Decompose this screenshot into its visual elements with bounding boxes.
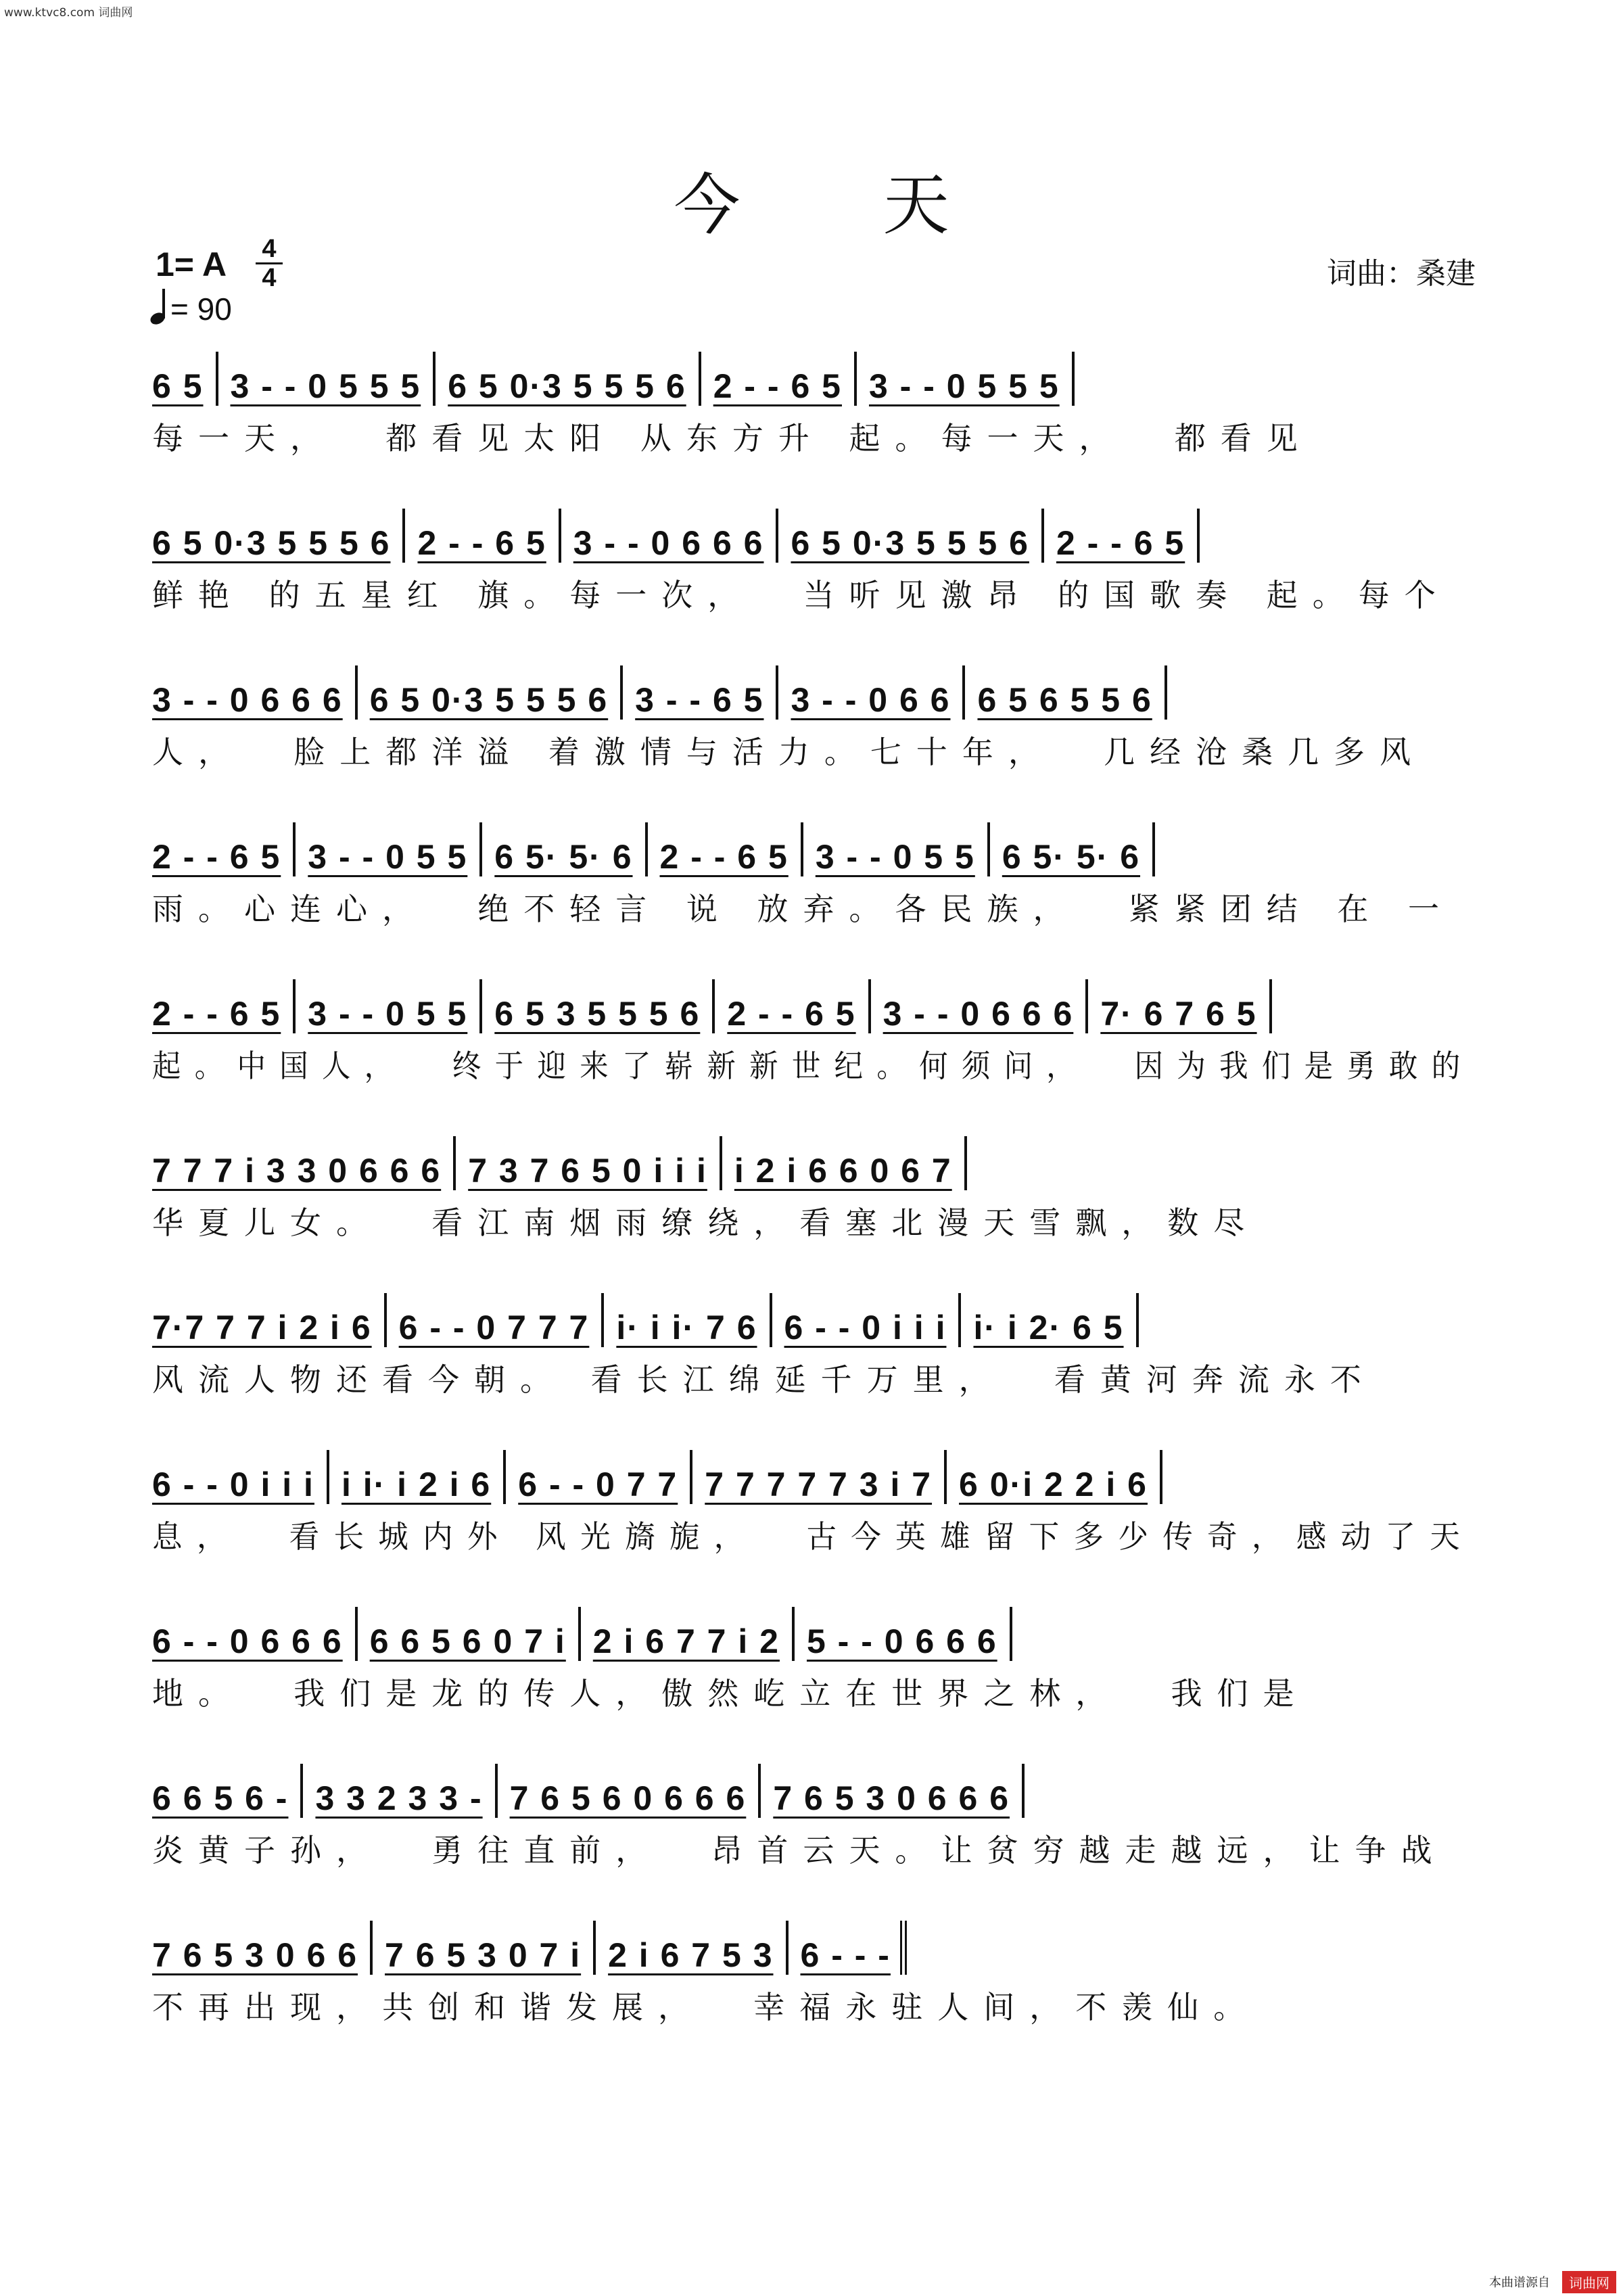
measure (308, 822, 482, 876)
score-system (152, 1293, 1474, 1400)
measure (152, 1293, 387, 1347)
measure-notes: 3 - - 0 6 6 6 (152, 681, 343, 719)
measure-notes: 6 - - 0 i i i (784, 1309, 947, 1346)
measure-notes: 3 - - 6 5 (635, 681, 764, 719)
credit: 词曲：桑建 (1327, 256, 1476, 291)
time-signature-top: 4 (262, 235, 277, 263)
score-system (152, 1607, 1474, 1714)
measure-notes: 6 - - 0 7 7 7 (398, 1309, 590, 1346)
measure-notes: 6 - - 0 6 6 6 (152, 1622, 343, 1660)
measure (370, 1607, 581, 1661)
lyrics-line: 人， 脸上都洋溢 着激情与活力。七十年， 几经沧桑几多风 (152, 734, 1426, 770)
measure (734, 1136, 967, 1190)
quarter-note-icon (150, 291, 170, 325)
notation-line (152, 1921, 1474, 1975)
measure (608, 1921, 788, 1975)
measure-notes: i i· i 2 i 6 (341, 1466, 492, 1503)
measure (152, 1607, 358, 1661)
measure-notes: i· i i· 7 6 (616, 1309, 757, 1346)
measure-notes: 6 5 0·3 5 5 5 6 (369, 681, 609, 719)
measure (791, 509, 1043, 563)
measure (342, 1450, 506, 1504)
measure (705, 1450, 947, 1504)
score-system (152, 1136, 1474, 1243)
notation-line (152, 822, 1474, 876)
notation-line (152, 1450, 1474, 1504)
site-url: www.ktvc8.com 词曲网 (4, 6, 133, 20)
notation-line (152, 1136, 1474, 1190)
measure (152, 665, 358, 720)
measure (1002, 822, 1155, 876)
lyrics-line: 风流人物还看今朝。 看长江绵延千万里， 看黄河奔流永不 (152, 1361, 1376, 1398)
measure-notes: 2 - - 6 5 (713, 367, 842, 405)
song-title: 今 天 (674, 167, 1010, 244)
measure (1056, 509, 1200, 563)
measure-notes: 6 - - 0 i i i (152, 1466, 314, 1503)
score-system (152, 979, 1474, 1086)
lyrics-line: 地。 我们是龙的传人，傲然屹立在世界之林， 我们是 (152, 1675, 1309, 1712)
notation-line (152, 1607, 1474, 1661)
measure-notes: 7 6 5 6 0 6 6 6 (509, 1779, 747, 1817)
measure-notes: 6 5 3 5 5 5 6 (494, 995, 701, 1033)
measure-notes: 6 5 0·3 5 5 5 6 (152, 524, 391, 562)
measure (370, 665, 623, 720)
measure (973, 1293, 1138, 1347)
key-signature: 1= A (156, 245, 227, 283)
measure (385, 1921, 596, 1975)
measure-notes: 7 3 7 6 5 0 i i i (468, 1152, 707, 1190)
measure-notes: 6 5 6 5 5 6 (977, 681, 1152, 719)
measure (616, 1293, 772, 1347)
measure (977, 665, 1167, 720)
score-system (152, 352, 1474, 459)
measure (518, 1450, 692, 1504)
measure-notes: 6 0·i 2 2 i 6 (959, 1466, 1148, 1503)
lyrics-line: 鲜艳 的五星红 旗。每一次， 当听见激昂 的国歌奏 起。每个 (152, 577, 1451, 613)
notation-line (152, 979, 1474, 1033)
measure-notes: 7 7 7 7 7 3 i 7 (705, 1466, 933, 1503)
measure (791, 665, 965, 720)
measure-notes: 3 - - 0 5 5 5 (868, 367, 1060, 405)
measure-notes: 6 5· 5· 6 (494, 838, 633, 876)
measure-notes: 6 5 0·3 5 5 5 6 (791, 524, 1029, 562)
measure-notes: 3 - - 0 5 5 5 (230, 367, 421, 405)
tempo-value: = 90 (170, 291, 232, 327)
measure-notes: 2 i 6 7 7 i 2 (592, 1622, 780, 1660)
measure (152, 509, 405, 563)
measure (152, 1136, 456, 1190)
measure (660, 822, 803, 876)
measure-notes: 2 - - 6 5 (152, 995, 281, 1033)
footer-source: 本曲谱源自 (1489, 2276, 1550, 2290)
tempo-marking (150, 291, 232, 327)
lyrics-line: 炎黄子孙， 勇往直前， 昂首云天。让贫穷越走越远，让争战 (152, 1832, 1447, 1869)
measure (773, 1764, 1025, 1818)
score-system (152, 822, 1474, 929)
measure (593, 1607, 795, 1661)
measure-notes: 3 - - 0 5 5 (308, 995, 468, 1033)
lyrics-line: 雨。心连心， 绝不轻言 说 放弃。各民族， 紧紧团结 在 一 (152, 891, 1454, 927)
measure-notes: i 2 i 6 6 0 6 7 (734, 1152, 952, 1190)
measure (494, 979, 715, 1033)
measure (399, 1293, 605, 1347)
measure-notes: 7·7 7 7 i 2 i 6 (152, 1309, 372, 1346)
measure (152, 352, 218, 406)
score-system (152, 1764, 1474, 1871)
measure (231, 352, 436, 406)
measure (573, 509, 779, 563)
measure (152, 979, 296, 1033)
measure-notes: 3 - - 0 5 5 (815, 838, 975, 876)
measure-notes: 6 6 5 6 0 7 i (369, 1622, 566, 1660)
measure (801, 1921, 907, 1975)
measure-notes: 6 5 (152, 367, 204, 405)
measure (959, 1450, 1162, 1504)
lyrics-line: 每一天， 都看见太阳 从东方升 起。每一天， 都看见 (152, 420, 1313, 456)
measure-notes: 7· 6 7 6 5 (1100, 995, 1257, 1033)
measure (308, 979, 482, 1033)
measure-notes: 2 - - 6 5 (152, 838, 281, 876)
measure-notes: 6 6 5 6 - (152, 1779, 289, 1817)
score-system (152, 1450, 1474, 1557)
measure (807, 1607, 1012, 1661)
measure-notes: 7 6 5 3 0 7 i (385, 1936, 582, 1974)
footer-logo: 词曲网 (1562, 2271, 1616, 2293)
measure (1100, 979, 1271, 1033)
measure-notes: 6 - - - (800, 1936, 891, 1974)
measure (315, 1764, 497, 1818)
measure-notes: 3 3 2 3 3 - (315, 1779, 483, 1817)
measure-notes: 2 - - 6 5 (659, 838, 789, 876)
measure-notes: i· i 2· 6 5 (973, 1309, 1124, 1346)
measure (883, 979, 1089, 1033)
notation-line (152, 1293, 1474, 1347)
score-system (152, 1921, 1474, 2028)
measure (510, 1764, 761, 1818)
time-signature (256, 237, 283, 290)
measure-notes: 3 - - 0 5 5 (308, 838, 468, 876)
measure (869, 352, 1075, 406)
lyrics-line: 华夏儿女。 看江南烟雨缭绕，看塞北漫天雪飘，数尽 (152, 1204, 1260, 1241)
measure-notes: 6 5 0·3 5 5 5 6 (448, 367, 686, 405)
measure (635, 665, 778, 720)
measure-notes: 7 6 5 3 0 6 6 (152, 1936, 358, 1974)
time-signature-bottom: 4 (262, 264, 277, 292)
measure-notes: 6 5· 5· 6 (1002, 838, 1141, 876)
measure-notes: 2 - - 6 5 (417, 524, 546, 562)
measure (468, 1136, 722, 1190)
measure-notes: 5 - - 0 6 6 6 (806, 1622, 997, 1660)
measure-notes: 2 - - 6 5 (1056, 524, 1185, 562)
measure (417, 509, 561, 563)
measure-notes: 3 - - 0 6 6 6 (573, 524, 764, 562)
measure-notes: 2 i 6 7 5 3 (608, 1936, 774, 1974)
lyrics-line: 不再出现，共创和谐发展， 幸福永驻人间，不羡仙。 (152, 1989, 1260, 2025)
score-system (152, 665, 1474, 772)
notation-line (152, 1764, 1474, 1818)
measure (152, 822, 296, 876)
notation-line (152, 665, 1474, 720)
measure-notes: 7 7 7 i 3 3 0 6 6 6 (152, 1152, 442, 1190)
measure (152, 1921, 373, 1975)
measure (448, 352, 701, 406)
measure (713, 352, 857, 406)
measure-notes: 3 - - 0 6 6 6 (883, 995, 1074, 1033)
measure (152, 1764, 303, 1818)
measure-notes: 6 - - 0 7 7 (518, 1466, 678, 1503)
measure (816, 822, 990, 876)
measure (494, 822, 647, 876)
lyrics-line: 起。中国人， 终于迎来了崭新新世纪。何须问， 因为我们是勇敢的 (152, 1048, 1474, 1084)
measure (152, 1450, 329, 1504)
notation-line (152, 352, 1474, 406)
score-system (152, 509, 1474, 615)
measure (784, 1293, 962, 1347)
measure-notes: 2 - - 6 5 (727, 995, 856, 1033)
notation-line (152, 509, 1474, 563)
measure-notes: 3 - - 0 6 6 (791, 681, 951, 719)
measure-notes: 7 6 5 3 0 6 6 6 (773, 1779, 1010, 1817)
measure (727, 979, 870, 1033)
lyrics-line: 息， 看长城内外 风光旖旎， 古今英雄留下多少传奇，感动了天 (152, 1518, 1475, 1555)
